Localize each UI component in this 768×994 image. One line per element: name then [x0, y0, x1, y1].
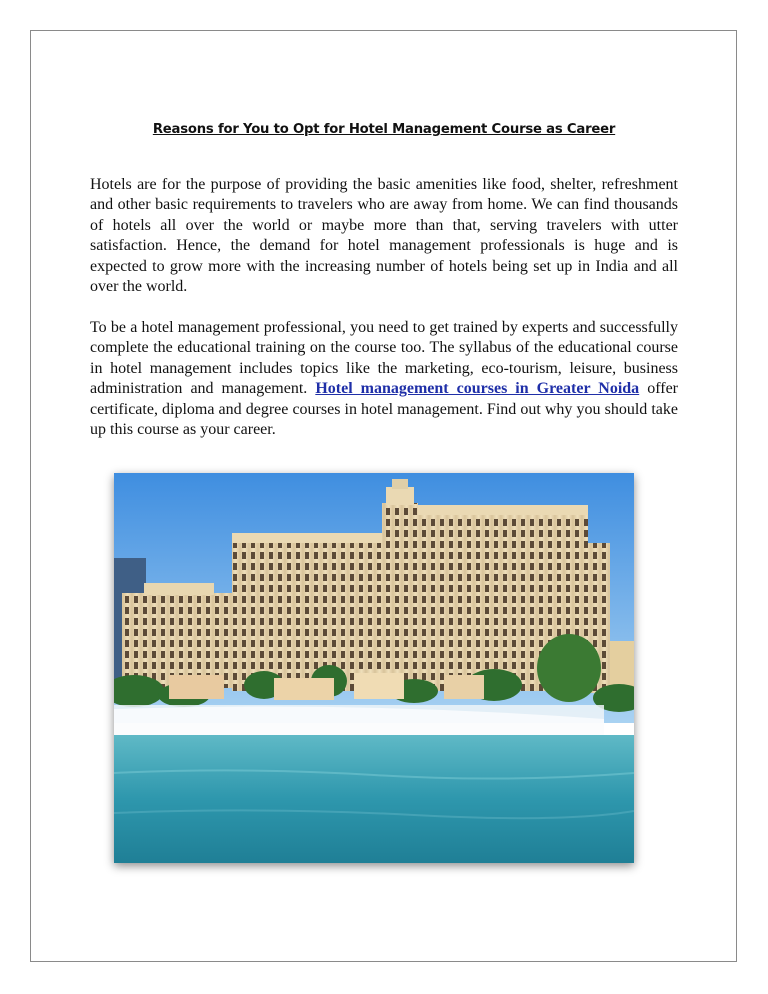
- intro-paragraph: Hotels are for the purpose of providing the basic amenities like food, shelter, refreshment and other basic requirements to travelers who are away from home. We can find thousands of hotels all over the world or maybe more than that, serving travelers with utter satisfaction. Hence, the demand for hotel management professionals is huge and is expected to grow more with the increasing number of hotels being set up in India and all over the world.: [90, 176, 678, 296]
- lake-water: [114, 735, 634, 863]
- hotel-management-courses-link[interactable]: Hotel management courses in Greater Noida: [315, 380, 640, 398]
- hotel-central-tower: [382, 503, 418, 693]
- hotel-left-wing: [122, 593, 232, 688]
- paragraph-text-before-link: To be a hotel management professional, you need to get trained by experts and successfully complete the educational training on the course too. The syllabus of the educational course in hotel management includes topics like the marketing, eco-tourism, leisure, business administration and management.: [90, 319, 678, 398]
- hotel-main-left: [232, 541, 382, 691]
- paragraph-text-after-link: offer certificate, diploma and degree courses in hotel management. Find out why you should take up this course as your career.: [90, 380, 678, 439]
- document-title: Reasons for You to Opt for Hotel Management Course as Career: [152, 122, 616, 137]
- syllabus-paragraph: [90, 318, 678, 440]
- hotel-photo: [114, 473, 634, 863]
